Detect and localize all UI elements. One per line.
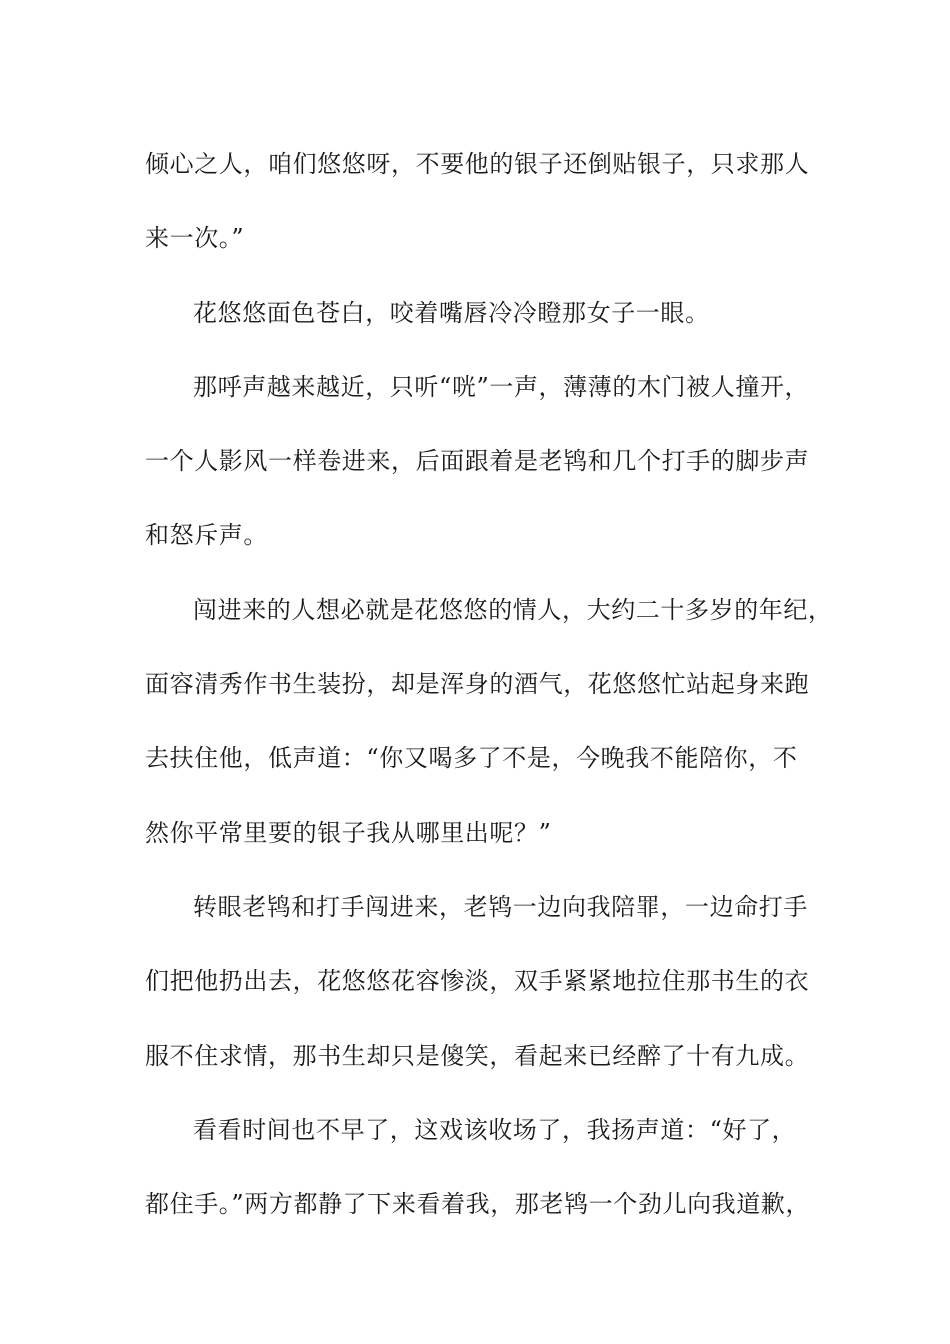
text-line: 来一次。” (145, 224, 245, 253)
text-line: 一个人影风一样卷进来，后面跟着是老鸨和几个打手的脚步声 (145, 447, 810, 476)
body-text (145, 127, 833, 1241)
text-line: 花悠悠面色苍白，咬着嘴唇冷冷瞪那女子一眼。 (193, 298, 710, 327)
text-line: 那呼声越来越近，只听“咣”一声，薄薄的木门被人撞开， (193, 372, 810, 401)
text-line: 去扶住他，低声道：“你又喝多了不是，今晚我不能陪你，不 (145, 744, 798, 773)
text-line: 倾心之人，咱们悠悠呀，不要他的银子还倒贴银子，只求那人 (145, 150, 810, 178)
text-line: 面容清秀作书生装扮，却是浑身的酒气，花悠悠忙站起身来跑 (145, 670, 810, 699)
text-line: 和怒斥声。 (145, 521, 268, 550)
text-line: 转眼老鸨和打手闯进来，老鸨一边向我陪罪，一边命打手 (193, 892, 808, 921)
text-line: 们把他扔出去，花悠悠花容惨淡，双手紧紧地拉住那书生的衣 (145, 967, 810, 996)
text-line: 然你平常里要的银子我从哪里出呢？” (145, 818, 552, 847)
text-line: 闯进来的人想必就是花悠悠的情人，大约二十多岁的年纪， (193, 595, 833, 624)
text-line: 看看时间也不早了，这戏该收场了，我扬声道：“好了， (193, 1115, 797, 1144)
text-line: 都住手。”两方都静了下来看着我，那老鸨一个劲儿向我道歉， (145, 1190, 811, 1219)
text-line: 服不住求情，那书生却只是傻笑，看起来已经醉了十有九成。 (145, 1041, 810, 1070)
